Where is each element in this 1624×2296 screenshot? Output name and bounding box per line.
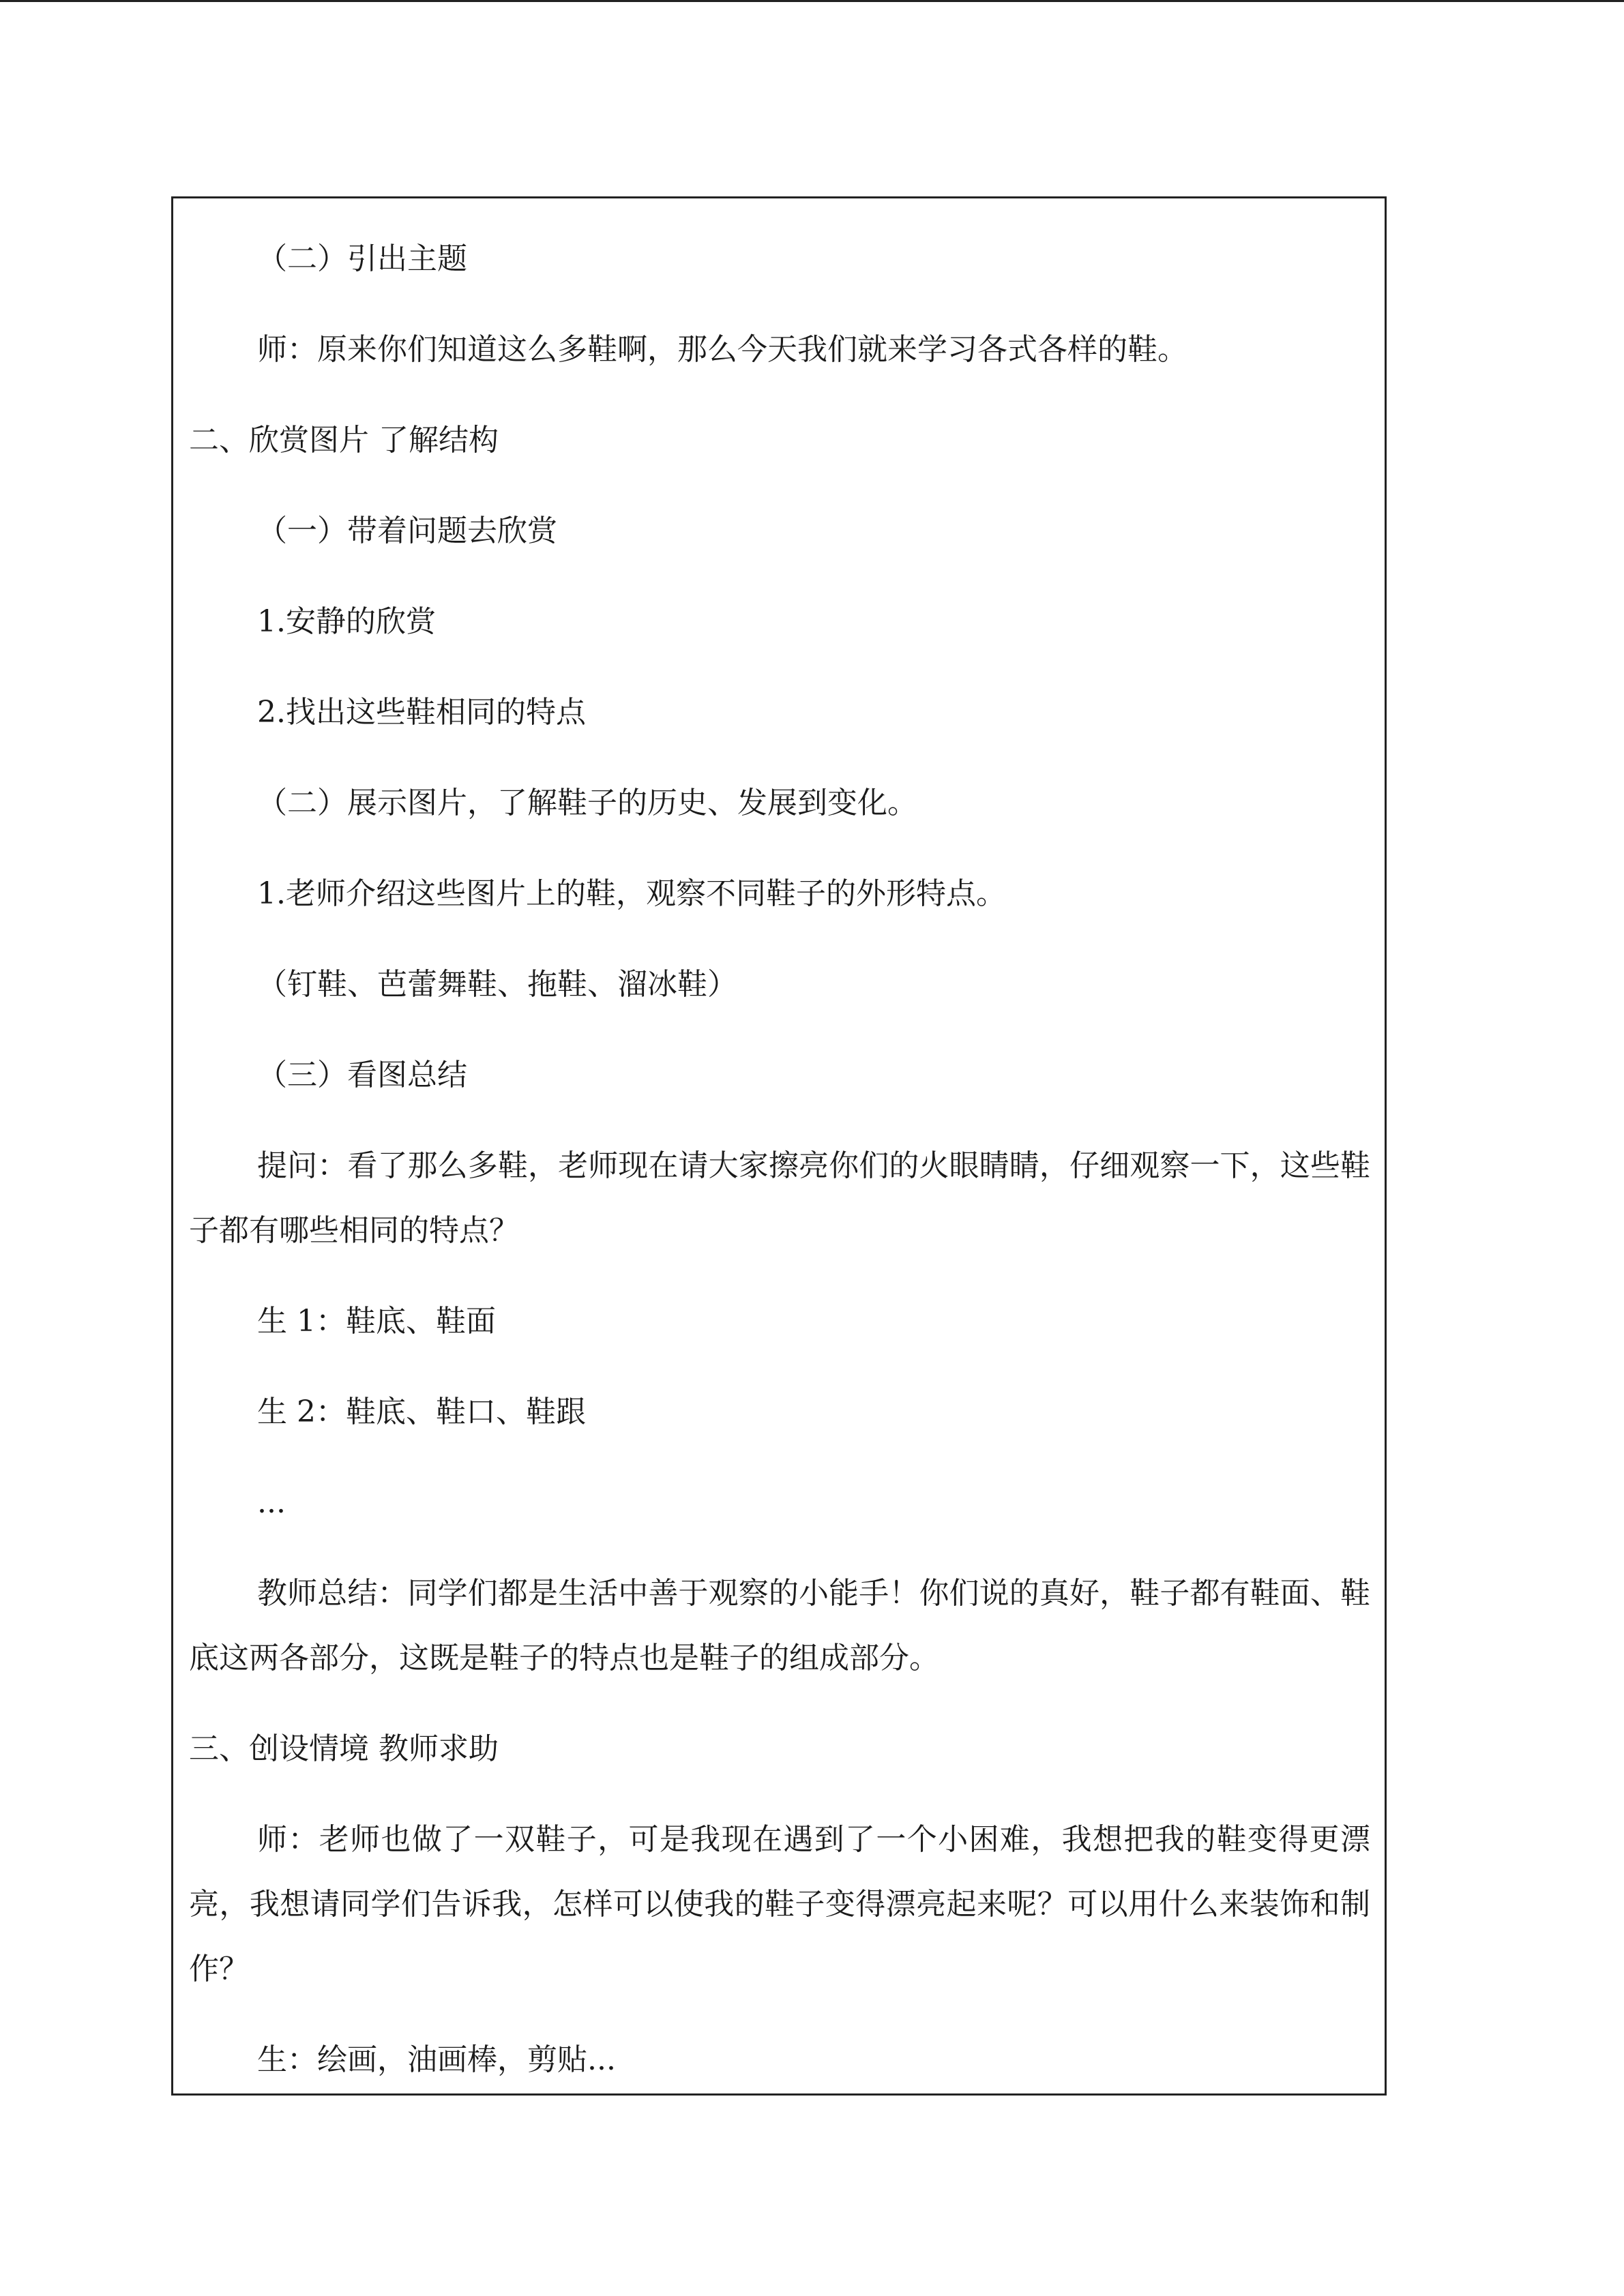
subheading-show-pictures: （二）展示图片，了解鞋子的历史、发展到变化。 bbox=[257, 786, 917, 820]
teacher-summary-paragraph: 教师总结：同学们都是生活中善于观察的小能手！你们说的真好，鞋子都有鞋面、鞋底这两各部分，这既是鞋子的特点也是鞋子的组成部分。 bbox=[189, 1576, 1370, 1675]
page-top-rule bbox=[0, 0, 1624, 2]
teacher-request-paragraph: 师：老师也做了一双鞋子，可是我现在遇到了一个小困难，我想把我的鞋变得更漂亮，我想请同学们告诉我，怎样可以使我的鞋子变得漂亮起来呢？可以用什么来装饰和制作？ bbox=[189, 1822, 1370, 1986]
student-answer: 生：绘画，油画棒，剪贴... bbox=[257, 2042, 616, 2077]
subheading-summarize: （三）看图总结 bbox=[257, 1058, 467, 1092]
list-item: 1.安静的欣赏 bbox=[257, 604, 436, 639]
student-answer: 生 2：鞋底、鞋口、鞋跟 bbox=[257, 1395, 586, 1429]
shoe-types-note: （钉鞋、芭蕾舞鞋、拖鞋、溜冰鞋） bbox=[257, 967, 737, 1002]
question-paragraph: 提问：看了那么多鞋，老师现在请大家擦亮你们的火眼睛睛，仔细观察一下，这些鞋子都有哪些相同的特点？ bbox=[189, 1148, 1370, 1248]
teacher-line: 师：原来你们知道这么多鞋啊，那么今天我们就来学习各式各样的鞋。 bbox=[257, 332, 1187, 367]
lesson-plan-text bbox=[189, 213, 1370, 2105]
section-heading-appreciate-pictures: 二、欣赏图片 了解结构 bbox=[189, 423, 499, 458]
section-heading-teacher-help: 三、创设情境 教师求助 bbox=[189, 1731, 499, 1766]
ellipsis: ... bbox=[257, 1485, 286, 1520]
list-item: 2.找出这些鞋相同的特点 bbox=[257, 695, 586, 730]
lesson-plan-table-cell bbox=[171, 196, 1387, 2096]
subheading-appreciate-with-questions: （一）带着问题去欣赏 bbox=[257, 513, 557, 548]
student-answer: 生 1：鞋底、鞋面 bbox=[257, 1304, 496, 1339]
list-item: 1.老师介绍这些图片上的鞋，观察不同鞋子的外形特点。 bbox=[257, 876, 1006, 911]
subheading-introduce-topic: （二）引出主题 bbox=[257, 241, 467, 276]
